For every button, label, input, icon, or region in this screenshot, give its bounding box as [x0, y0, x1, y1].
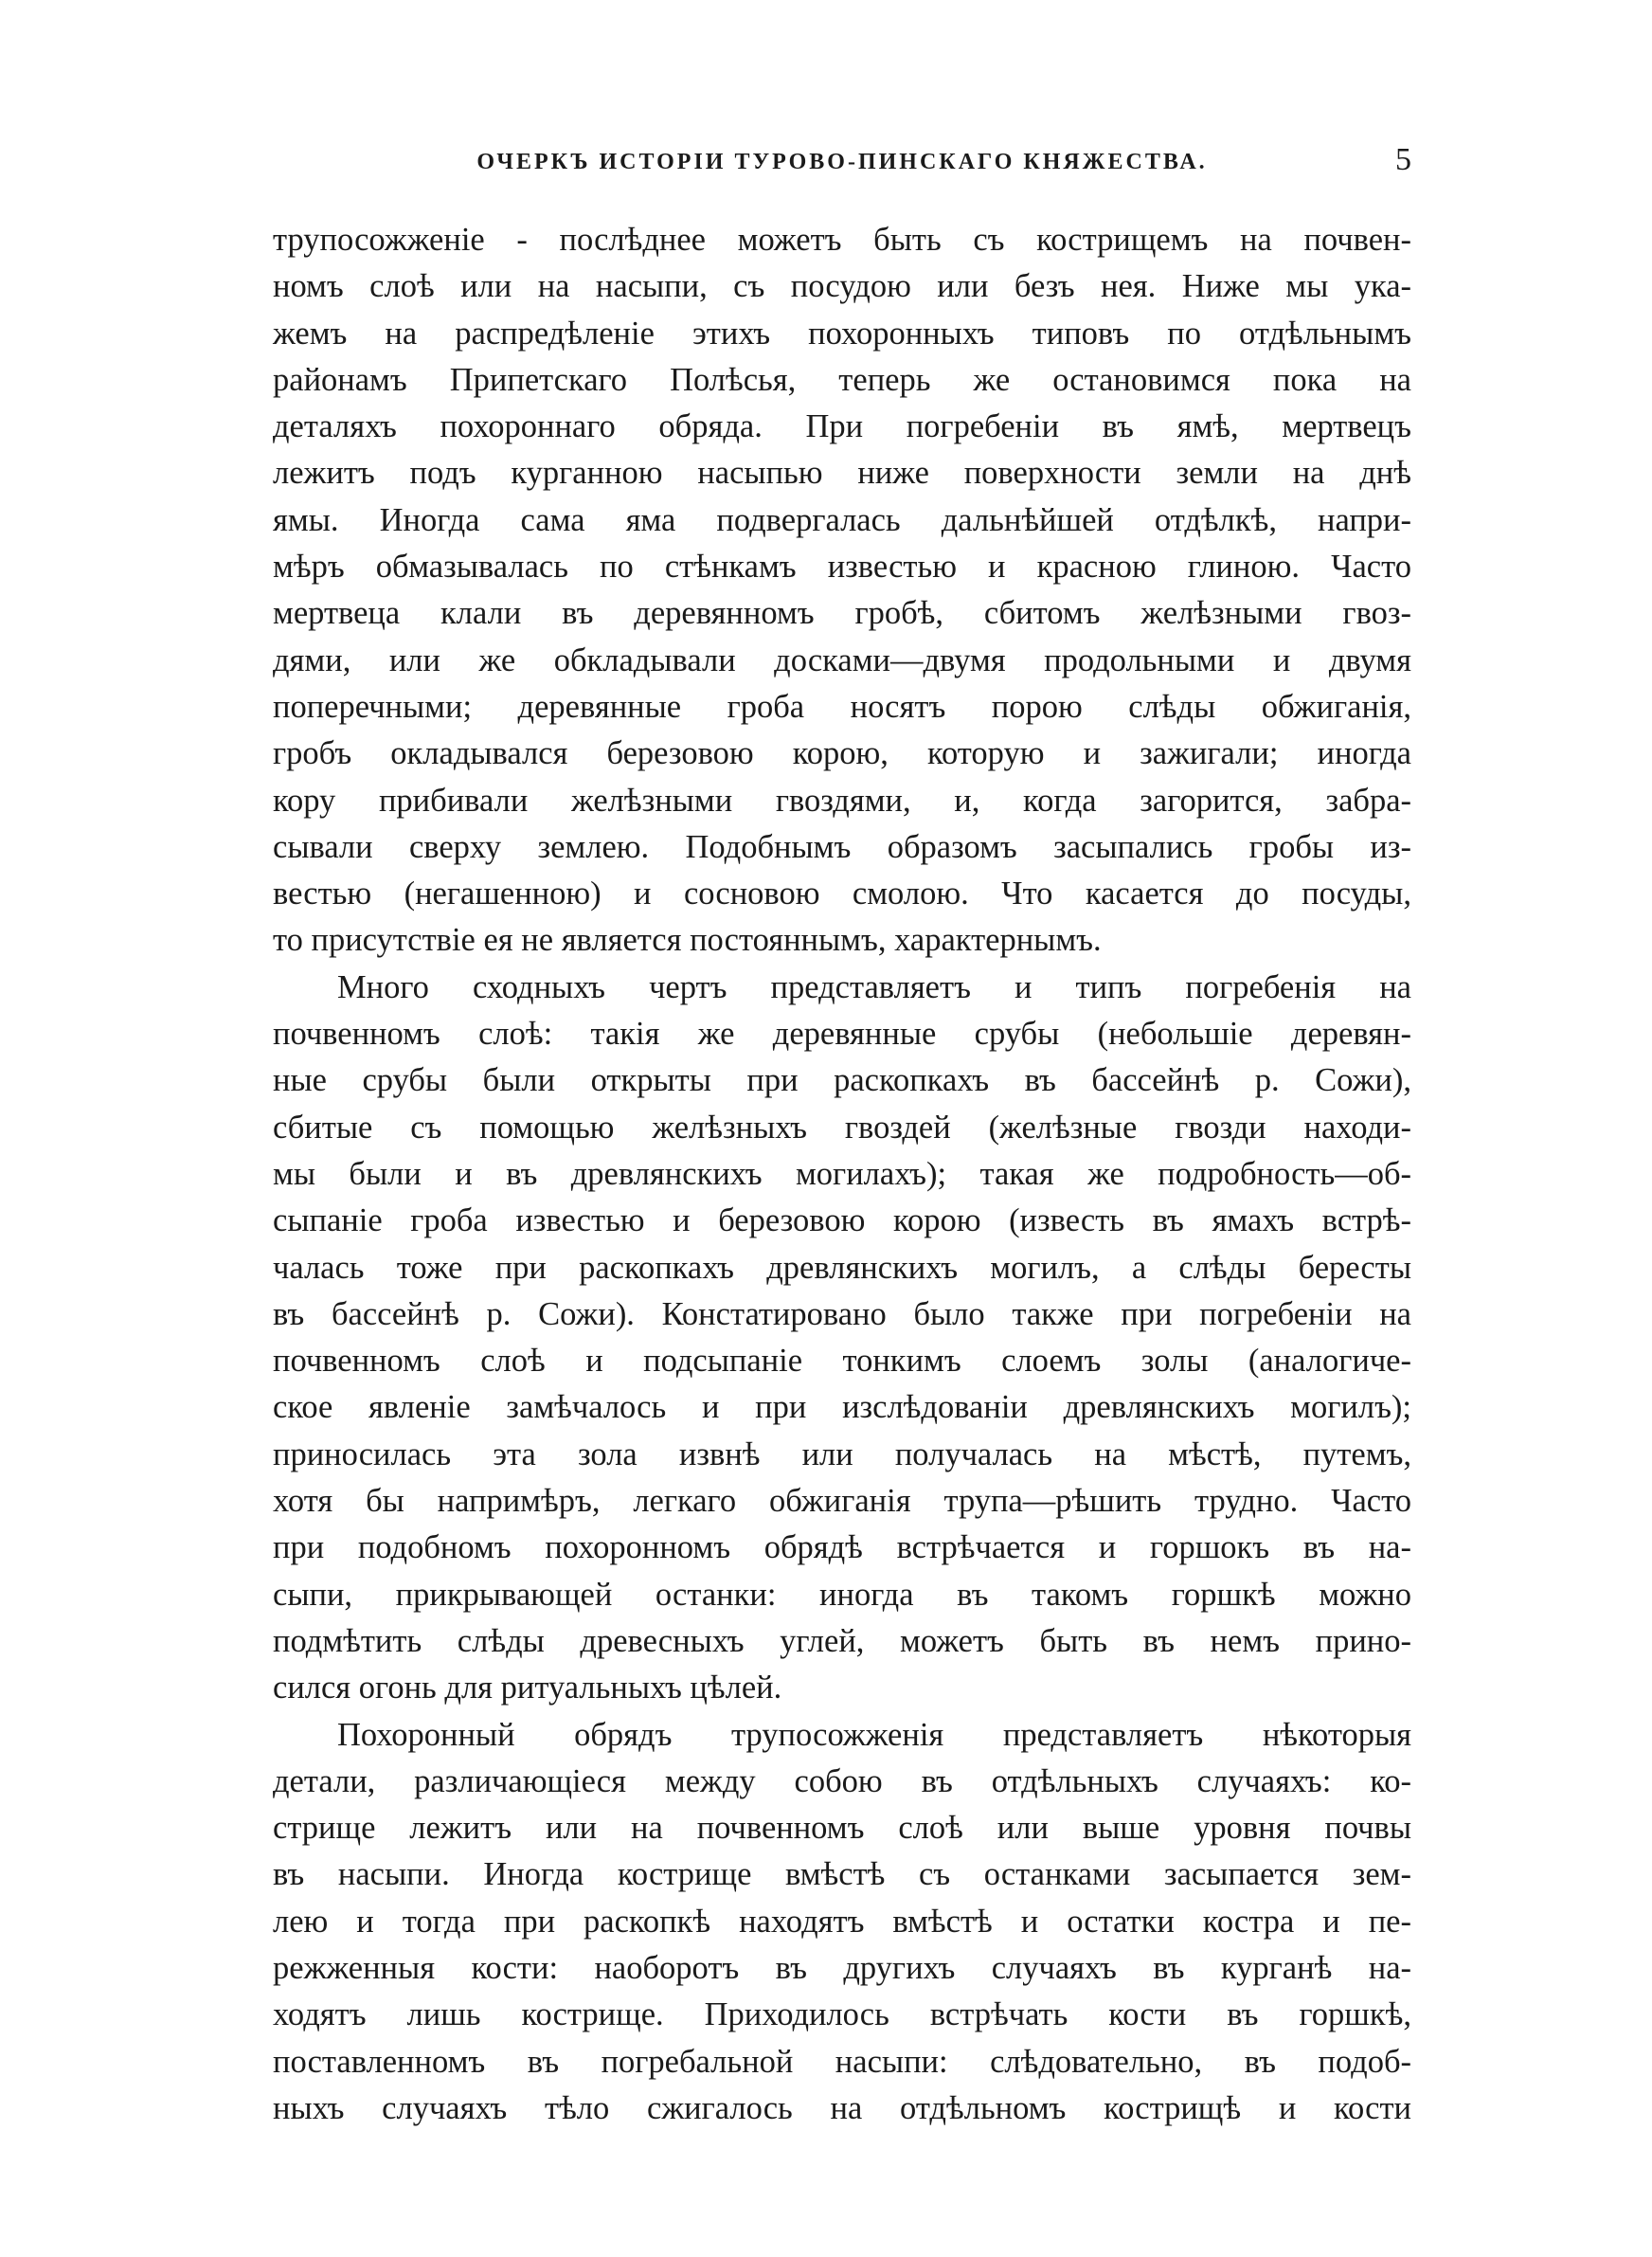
text-line: сыпаніе гроба известью и березовою корою (известь въ ямахъ встрѣ- [273, 1202, 1411, 1239]
text-line: жемъ на распредѣленіе этихъ похоронныхъ типовъ по отдѣльнымъ [273, 315, 1411, 352]
text-line: режженныя кости: наоборотъ въ другихъ случаяхъ въ курганѣ на- [273, 1949, 1411, 1986]
text-line: то присутствіе ея не является постояннымъ, характернымъ. [273, 922, 1102, 959]
text-line: вестью (негашенною) и сосновою смолою. Что касается до посуды, [273, 876, 1411, 912]
text-line: при подобномъ похоронномъ обрядѣ встрѣчается и горшокъ въ на- [273, 1529, 1411, 1566]
text-line: сыпи, прикрывающей останки: иногда въ такомъ горшкѣ можно [273, 1576, 1411, 1613]
text-line: почвенномъ слоѣ: такія же деревянные срубы (небольшіе деревян- [273, 1016, 1411, 1053]
page-header [273, 142, 1411, 190]
text-line: почвенномъ слоѣ и подсыпаніе тонкимъ слоемъ золы (аналогиче- [273, 1343, 1411, 1380]
text-line: въ бассейнѣ р. Сожи). Констатировано было также при погребеніи на [273, 1295, 1411, 1332]
text-line: номъ слоѣ или на насыпи, съ посудою или безъ нея. Ниже мы ука- [273, 268, 1411, 305]
text-line: детали, различающіеся между собою въ отдѣльныхъ случаяхъ: ко- [273, 1762, 1411, 1799]
text-line: Много сходныхъ чертъ представляетъ и типъ погребенія на [337, 968, 1411, 1005]
text-line: деталяхъ похороннаго обряда. При погребеніи въ ямѣ, мертвецъ [273, 408, 1411, 445]
text-line: мертвеца клали въ деревянномъ гробѣ, сбитомъ желѣзными гвоз- [273, 595, 1411, 632]
text-line: хотя бы напримѣръ, легкаго обжиганія трупа—рѣшить трудно. Часто [273, 1483, 1411, 1520]
paragraph [273, 1712, 1411, 2133]
text-line: чалась тоже при раскопкахъ древлянскихъ могилъ, а слѣды бересты [273, 1249, 1411, 1286]
text-line: трупосожженіе - послѣднее можетъ быть съ кострищемъ на почвен- [273, 222, 1411, 258]
page-number: 5 [1395, 142, 1411, 177]
text-line: кору прибивали желѣзными гвоздями, и, когда загорится, забра- [273, 782, 1411, 819]
text-line: Похоронный обрядъ трупосожженія представляетъ нѣкоторыя [337, 1716, 1411, 1753]
body-text [273, 217, 1411, 2132]
text-line: сывали сверху землею. Подобнымъ образомъ засыпались гробы из- [273, 828, 1411, 865]
text-line: сбитые съ помощью желѣзныхъ гвоздей (желѣзные гвозди находи- [273, 1109, 1411, 1146]
text-line: поставленномъ въ погребальной насыпи: слѣдовательно, въ подоб- [273, 2043, 1411, 2080]
text-line: приносилась эта зола извнѣ или получалась на мѣстѣ, путемъ, [273, 1435, 1411, 1472]
text-line: ные срубы были открыты при раскопкахъ въ бассейнѣ р. Сожи), [273, 1062, 1411, 1099]
text-line: гробъ окладывался березовою корою, которую и зажигали; иногда [273, 735, 1411, 772]
text-line: районамъ Припетскаго Полѣсья, теперь же остановимся пока на [273, 361, 1411, 398]
text-line: лею и тогда при раскопкѣ находятъ вмѣстѣ и остатки костра и пе- [273, 1903, 1411, 1940]
text-line: мы были и въ древлянскихъ могилахъ); такая же подробность—об- [273, 1155, 1411, 1192]
text-line: лежитъ подъ курганною насыпью ниже поверхности земли на днѣ [273, 455, 1411, 492]
paragraph [273, 965, 1411, 1712]
text-line: дями, или же обкладывали досками—двумя продольными и двумя [273, 641, 1411, 678]
text-line: сился огонь для ритуальныхъ цѣлей. [273, 1670, 782, 1706]
text-line: ямы. Иногда сама яма подвергалась дальнѣйшей отдѣлкѣ, напри- [273, 501, 1411, 538]
text-line: стрище лежитъ или на почвенномъ слоѣ или выше уровня почвы [273, 1810, 1411, 1847]
text-line: въ насыпи. Иногда кострище вмѣстѣ съ останками засыпается зем- [273, 1856, 1411, 1893]
paragraph [273, 217, 1411, 965]
text-line: ныхъ случаяхъ тѣло сжигалось на отдѣльномъ кострищѣ и кости [273, 2089, 1411, 2126]
text-line: ходятъ лишь кострище. Приходилось встрѣчать кости въ горшкѣ, [273, 1996, 1411, 2033]
text-line: подмѣтить слѣды древесныхъ углей, можетъ быть въ немъ прино- [273, 1622, 1411, 1659]
text-line: поперечными; деревянные гроба носятъ порою слѣды обжиганія, [273, 688, 1411, 725]
text-line: мѣръ обмазывалась по стѣнкамъ известью и красною глиною. Часто [273, 549, 1411, 586]
text-line: ское явленіе замѣчалось и при изслѣдованіи древлянскихъ могилъ); [273, 1389, 1411, 1426]
running-title: ОЧЕРКЪ ИСТОРІИ ТУРОВО-ПИНСКАГО КНЯЖЕСТВА. [476, 150, 1208, 174]
